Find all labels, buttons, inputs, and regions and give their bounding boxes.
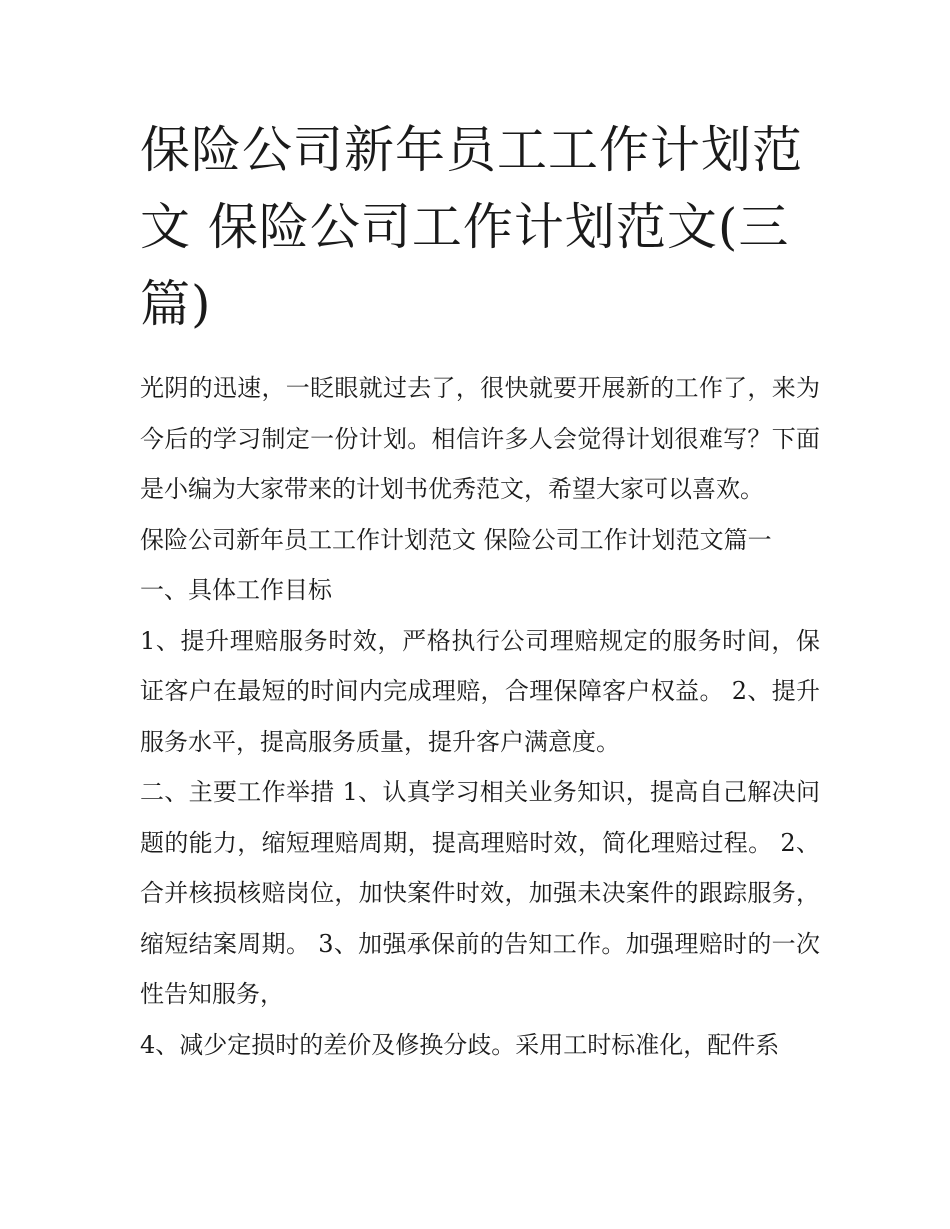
- document-title: 保险公司新年员工工作计划范文 保险公司工作计划范文(三篇): [140, 121, 803, 333]
- work-goals-heading: 一、具体工作目标: [140, 576, 332, 604]
- work-measures-paragraph: 二、主要工作举措 1、认真学习相关业务知识，提高自己解决问题的能力，缩短理赔周期，提高理赔时效，简化理赔过程。 2、合并核损核赔岗位，加快案件时效，加强未决案件的跟踪服务，缩短结案周期。 3、加强承保前的告知工作。加强理赔时的一次性告知服务，: [140, 778, 820, 1008]
- work-goals-paragraph: 1、提升理赔服务时效，严格执行公司理赔规定的服务时间，保证客户在最短的时间内完成理赔，合理保障客户权益。 2、提升服务水平，提高服务质量，提升客户满意度。: [140, 626, 820, 756]
- item-4-paragraph: 4、减少定损时的差价及修换分歧。采用工时标准化，配件系: [140, 1030, 780, 1059]
- intro-paragraph: 光阴的迅速，一眨眼就过去了，很快就要开展新的工作了，来为今后的学习制定一份计划。相信许多人会觉得计划很难写？下面是小编为大家带来的计划书优秀范文，希望大家可以喜欢。: [140, 374, 820, 503]
- document-page: [140, 112, 820, 1070]
- section-heading: 保险公司新年员工工作计划范文 保险公司工作计划范文篇一: [140, 525, 772, 554]
